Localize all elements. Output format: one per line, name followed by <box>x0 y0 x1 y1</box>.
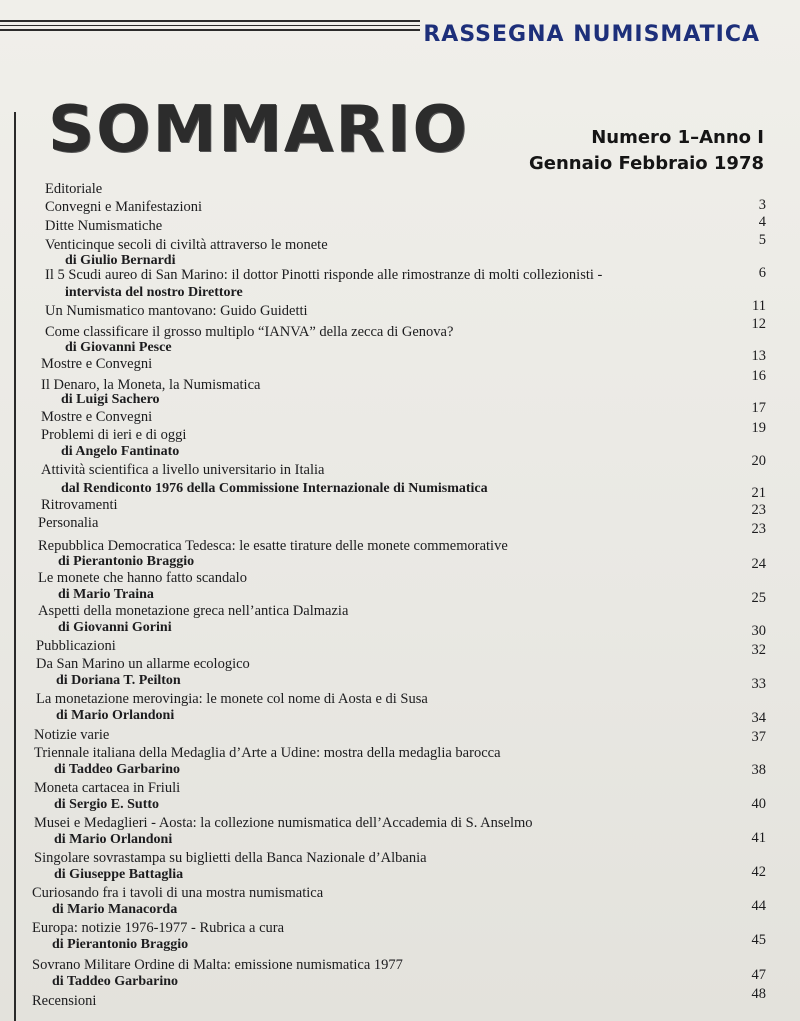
toc-entry-author: di Giulio Bernardi <box>65 253 176 268</box>
toc-entry-page: 3 <box>758 197 766 213</box>
toc-entry-page: 13 <box>751 348 766 364</box>
toc-entry-author: di Mario Manacorda <box>52 902 178 917</box>
toc-entry-title: Musei e Medaglieri - Aosta: la collezione numismatica dell’Accademia di S. Anselmo <box>34 815 533 831</box>
toc-entry-title: Editoriale <box>45 181 103 197</box>
toc-entry-title: Mostre e Convegni <box>41 409 153 425</box>
toc-entry-author: di Pierantonio Braggio <box>52 937 189 952</box>
toc-entry-page: 40 <box>751 796 766 812</box>
toc-entry-page: 25 <box>751 590 766 606</box>
toc-entry-title: Le monete che hanno fatto scandalo <box>38 570 247 586</box>
toc-entry-page: 21 <box>751 485 766 501</box>
toc-entry-page: 4 <box>758 214 766 230</box>
toc-entry-page: 44 <box>751 898 766 914</box>
page-title: SOMMARIO <box>48 93 469 167</box>
toc-entry-page: 16 <box>751 368 766 384</box>
toc-entry-author: di Taddeo Garbarino <box>52 974 179 989</box>
toc-entry-title: Come classificare il grosso multiplo “IANVA” della zecca di Genova? <box>45 324 454 340</box>
toc-entry-page: 48 <box>751 986 766 1002</box>
toc-entry-author: di Giovanni Pesce <box>65 340 172 355</box>
toc-entry-author: di Luigi Sachero <box>61 392 160 407</box>
toc-entry-title: Triennale italiana della Medaglia d’Arte a Udine: mostra della medaglia barocca <box>34 745 501 761</box>
toc-entry-page: 47 <box>751 967 766 983</box>
toc-entry-page: 37 <box>751 729 766 745</box>
toc-entry-title: Ditte Numismatiche <box>45 218 163 234</box>
toc-entry-page: 42 <box>751 864 766 880</box>
toc-entry-page: 20 <box>751 453 766 469</box>
toc-entry-title: Singolare sovrastampa su biglietti della Banca Nazionale d’Albania <box>34 850 427 866</box>
toc-entry-page: 38 <box>751 762 766 778</box>
toc-entry-title: Aspetti della monetazione greca nell’antica Dalmazia <box>38 603 349 619</box>
toc-entry-page: 45 <box>751 932 766 948</box>
toc-entry-page: 23 <box>751 521 766 537</box>
toc-entry-author: di Giovanni Gorini <box>58 620 172 635</box>
toc-entry-title: Personalia <box>38 515 99 531</box>
issue-date: Gennaio Febbraio 1978 <box>528 153 764 174</box>
toc-entry-title: Venticinque secoli di civiltà attraverso le monete <box>45 237 328 253</box>
toc-entry-title: Mostre e Convegni <box>41 356 153 372</box>
toc-entry-title: La monetazione merovingia: le monete col nome di Aosta e di Susa <box>36 691 428 707</box>
toc-entry-title: Notizie varie <box>34 727 110 743</box>
toc-entry-page: 24 <box>751 556 766 572</box>
toc-entry-author: di Angelo Fantinato <box>61 444 180 459</box>
toc-entry-page: 30 <box>751 623 766 639</box>
toc-entry-author: di Mario Orlandoni <box>56 708 175 723</box>
toc-entry-title: Un Numismatico mantovano: Guido Guidetti <box>45 303 308 319</box>
toc-entry-page: 12 <box>751 316 766 332</box>
toc-entry-page: 6 <box>758 265 766 281</box>
toc-entry-title: Pubblicazioni <box>36 638 116 654</box>
toc-entry-page: 5 <box>758 232 766 248</box>
toc-entry-page: 34 <box>751 710 766 726</box>
toc-entry-title: Attività scientifica a livello universitario in Italia <box>41 462 325 478</box>
toc-entry-title: Problemi di ieri e di oggi <box>41 427 187 443</box>
toc-entry-author: di Pierantonio Braggio <box>58 554 195 569</box>
toc-entry-page: 33 <box>751 676 766 692</box>
toc-entry-title: Recensioni <box>32 993 97 1009</box>
toc-entry-title: Il 5 Scudi aureo di San Marino: il dottor Pinotti risponde alle rimostranze di molti collezionisti - <box>45 267 603 283</box>
toc-entry-title: Da San Marino un allarme ecologico <box>36 656 250 672</box>
toc-entry-title: Sovrano Militare Ordine di Malta: emissione numismatica 1977 <box>32 957 403 973</box>
toc-entry-title: Ritrovamenti <box>41 497 118 513</box>
masthead-logo: RASSEGNA NUMISMATICA <box>423 22 760 47</box>
toc-entry-title: Europa: notizie 1976-1977 - Rubrica a cura <box>32 920 285 936</box>
toc-entry-page: 17 <box>751 400 766 416</box>
toc-entry-author: di Doriana T. Peilton <box>56 673 181 688</box>
toc-entry-page: 41 <box>751 830 766 846</box>
toc-entry-title: Moneta cartacea in Friuli <box>34 780 181 796</box>
toc-entry-title: Curiosando fra i tavoli di una mostra numismatica <box>32 885 324 901</box>
toc-entry-page: 11 <box>752 298 766 314</box>
toc-entry-title: Convegni e Manifestazioni <box>45 199 203 215</box>
toc-entry-page: 32 <box>751 642 766 658</box>
toc-entry-author: di Mario Orlandoni <box>54 832 173 847</box>
toc-entry-author: di Taddeo Garbarino <box>54 762 181 777</box>
toc-entry-page: 23 <box>751 502 766 518</box>
toc-entry-title: Repubblica Democratica Tedesca: le esatte tirature delle monete commemorative <box>38 538 508 554</box>
issue-number: Numero 1–Anno I <box>591 127 764 148</box>
toc-entry-page: 19 <box>751 420 766 436</box>
toc-entry-author: dal Rendiconto 1976 della Commissione Internazionale di Numismatica <box>61 481 488 496</box>
toc-entry-author: intervista del nostro Direttore <box>65 285 243 300</box>
toc-entry-author: di Giuseppe Battaglia <box>54 867 184 882</box>
toc-entry-author: di Mario Traina <box>58 587 154 602</box>
toc-entry-title: Il Denaro, la Moneta, la Numismatica <box>41 377 261 393</box>
toc-entry-author: di Sergio E. Sutto <box>54 797 160 812</box>
